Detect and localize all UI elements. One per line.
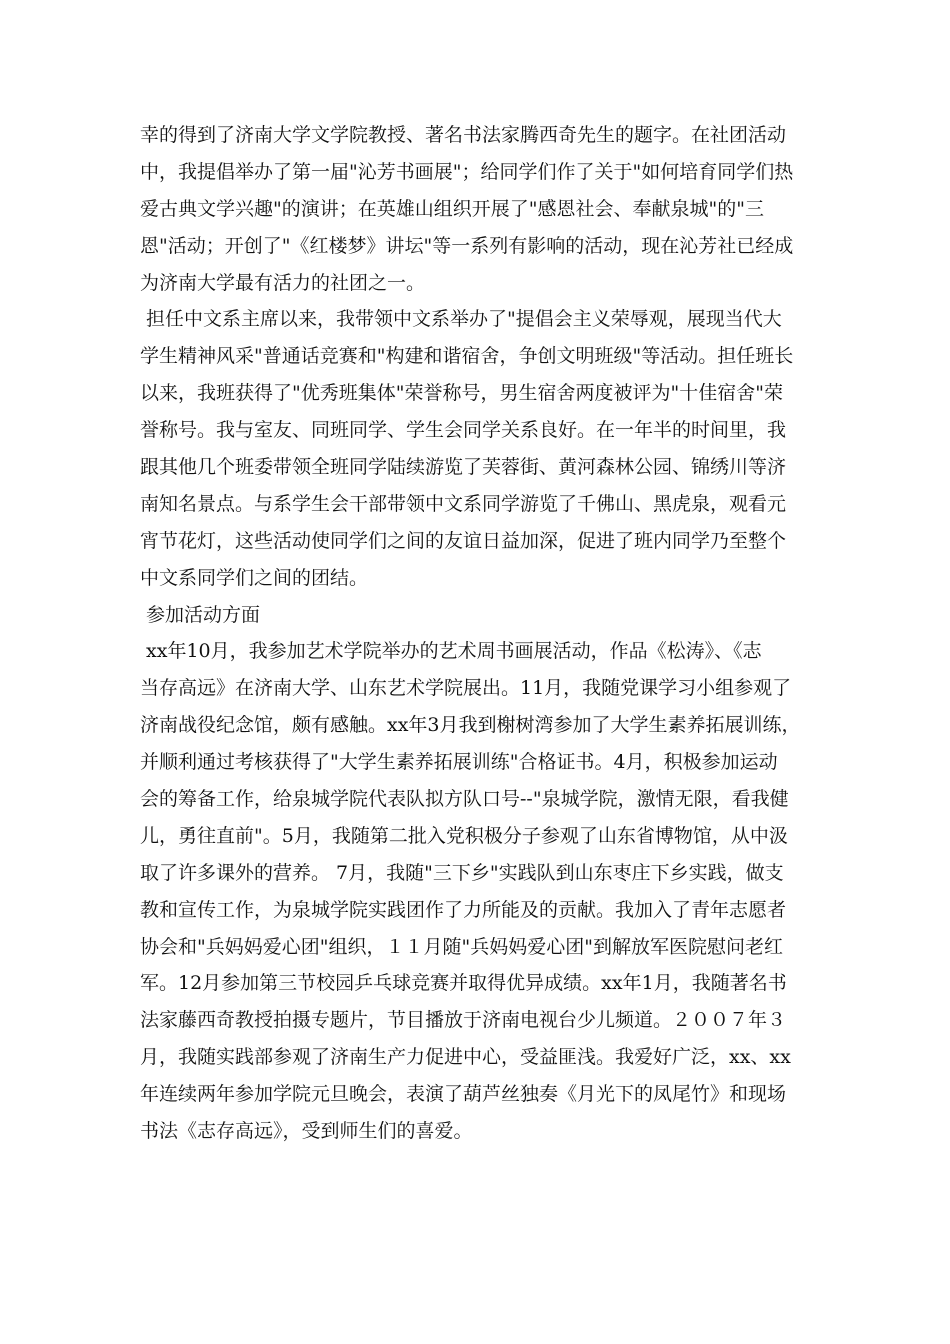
section-heading: 参加活动方面 [140,603,261,626]
text-line: 协会和"兵妈妈爱心团"组织，１１月随"兵妈妈爱心团"到解放军医院慰问老红 [140,935,783,958]
text-line: 为济南大学最有活力的社团之一。 [140,271,426,294]
text-line: 取了许多课外的营养。 7月，我随"三下乡"实践队到山东枣庄下乡实践，做支 [140,861,784,884]
text-line: 月，我随实践部参观了济南生产力促进中心，受益匪浅。我爱好广泛，xx、xx [140,1046,791,1069]
text-line: 中，我提倡举办了第一届"沁芳书画展"；给同学们作了关于"如何培育同学们热 [140,160,794,183]
document-body [140,117,812,1150]
text-line: 南知名景点。与系学生会干部带领中文系同学游览了千佛山、黑虎泉，观看元 [140,492,787,515]
text-line: 跟其他几个班委带领全班同学陆续游览了芙蓉街、黄河森林公园、锦绣川等济 [140,456,787,479]
text-line: 当存高远》在济南大学、山东艺术学院展出。11月，我随党课学习小组参观了 [140,677,792,700]
text-line: 会的筹备工作，给泉城学院代表队拟方队口号--"泉城学院，激情无限，看我健 [140,788,789,811]
text-line: xx年10月，我参加艺术学院举办的艺术周书画展活动，作品《松涛》、《志 [140,640,762,663]
text-line: 爱古典文学兴趣"的演讲；在英雄山组织开展了"感恩社会、奉献泉城"的"三 [140,197,764,220]
text-line: 宵节花灯，这些活动使同学们之间的友谊日益加深，促进了班内同学乃至整个 [140,529,787,552]
text-line: 中文系同学们之间的团结。 [140,566,369,589]
text-line: 教和宣传工作，为泉城学院实践团作了力所能及的贡献。我加入了青年志愿者 [140,898,787,921]
text-line: 学生精神风采"普通话竞赛和"构建和谐宿舍，争创文明班级"等活动。担任班长 [140,345,794,368]
text-line: 法家藤西奇教授拍摄专题片，节目播放于济南电视台少儿频道。２００７年３ [140,1009,787,1032]
text-line: 儿，勇往直前"。5月，我随第二批入党积极分子参观了山东省博物馆，从中汲 [140,824,788,847]
text-line: 军。12月参加第三节校园乒乓球竞赛并取得优异成绩。xx年1月，我随著名书 [140,972,787,995]
text-line: 济南战役纪念馆，颇有感触。xx年3月我到榭树湾参加了大学生素养拓展训练， [140,714,801,737]
text-line: 誉称号。我与室友、同班同学、学生会同学关系良好。在一年半的时间里，我 [140,419,787,442]
text-line: 年连续两年参加学院元旦晚会，表演了葫芦丝独奏《月光下的凤尾竹》和现场 [140,1083,787,1106]
text-line: 担任中文系主席以来，我带领中文系举办了"提倡会主义荣辱观，展现当代大 [140,308,782,331]
text-line: 以来，我班获得了"优秀班集体"荣誉称号，男生宿舍两度被评为"十佳宿舍"荣 [140,382,783,405]
text-line: 幸的得到了济南大学文学院教授、著名书法家腾西奇先生的题字。在社团活动 [140,124,787,146]
text-line: 并顺利通过考核获得了"大学生素养拓展训练"合格证书。4月，积极参加运动 [140,751,778,774]
text-line: 书法《志存高远》，受到师生们的喜爱。 [140,1120,473,1143]
text-line: 恩"活动；开创了"《红楼梦》讲坛"等一系列有影响的活动，现在沁芳社已经成 [140,234,794,257]
